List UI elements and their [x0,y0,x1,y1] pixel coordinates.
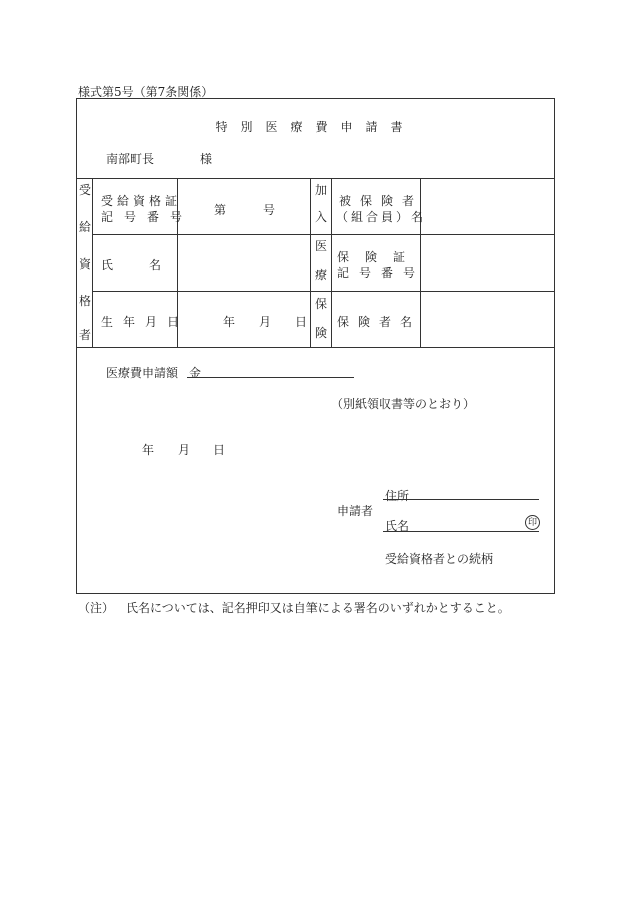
left-group-char-2: 給 [78,220,91,234]
insured-label-line1: 被保険者 [339,194,424,208]
application-date-day: 日 [213,443,226,457]
footnote [78,599,510,616]
addressee-suffix: 様 [200,152,213,166]
middle-group-right-divider [331,178,332,347]
applicant-name-label: 氏名 [385,519,410,533]
insured-label-line2: （組合員）名 [336,210,427,224]
insurer-name-label: 保険者名 [337,315,422,329]
form-number: 様式第5号（第7条関係） [78,85,214,99]
certificate-value-suffix: 号 [263,203,276,217]
amount-note: （別紙領収書等のとおり） [331,397,476,411]
certificate-label-line1: 受給資格証 [101,194,182,208]
certificate-value-prefix: 第 [214,203,227,217]
birthdate-year: 年 [223,315,236,329]
name-label: 氏 名 [101,258,162,272]
relation-label: 受給資格者との続柄 [385,552,494,566]
applicant-label: 申請者 [337,504,374,518]
application-date-month: 月 [178,443,191,457]
addressee-name: 南部町長 [106,152,155,166]
middle-group-char-5: 保 [314,297,327,311]
middle-group-left-divider [310,178,311,347]
applicant-address-line[interactable] [383,499,539,500]
application-date-year: 年 [142,443,155,457]
amount-prefix: 金 [189,366,202,380]
amount-label: 医療費申請額 [106,366,179,380]
middle-group-char-1: 加 [314,183,327,197]
insurance-card-label-line2: 記号番号 [337,266,426,280]
middle-group-char-6: 険 [314,326,327,340]
applicant-address-label: 住所 [385,489,410,503]
row2-bottom-rule [92,291,555,292]
table-bottom-rule [76,347,555,348]
middle-group-char-2: 入 [314,210,327,224]
seal-icon: 印 [525,515,540,530]
footnote-text: 氏名については、記名押印又は自筆による署名のいずれかとすること。 [126,601,510,615]
table-top-rule [76,178,555,179]
left-group-char-4: 格 [78,294,91,308]
form-frame [76,98,555,594]
amount-input-line[interactable] [187,377,354,378]
certificate-label-line2: 記号番号 [101,210,194,224]
form-title: 特別医療費申請書 [215,120,416,134]
left-group-char-1: 受 [78,183,91,197]
left-group-divider [92,178,93,347]
birthdate-month: 月 [259,315,272,329]
footnote-mark: （注） [78,601,115,615]
middle-group-char-3: 医 [314,239,327,253]
left-group-char-3: 資 [78,257,91,271]
left-group-char-5: 者 [78,328,91,342]
applicant-name-line[interactable] [383,531,539,532]
birthdate-day: 日 [295,315,308,329]
row1-bottom-rule [92,234,555,235]
middle-group-char-4: 療 [314,268,327,282]
insurance-card-label-line1: 保 険 証 [337,250,408,264]
birthdate-label: 生年月日 [101,315,190,329]
